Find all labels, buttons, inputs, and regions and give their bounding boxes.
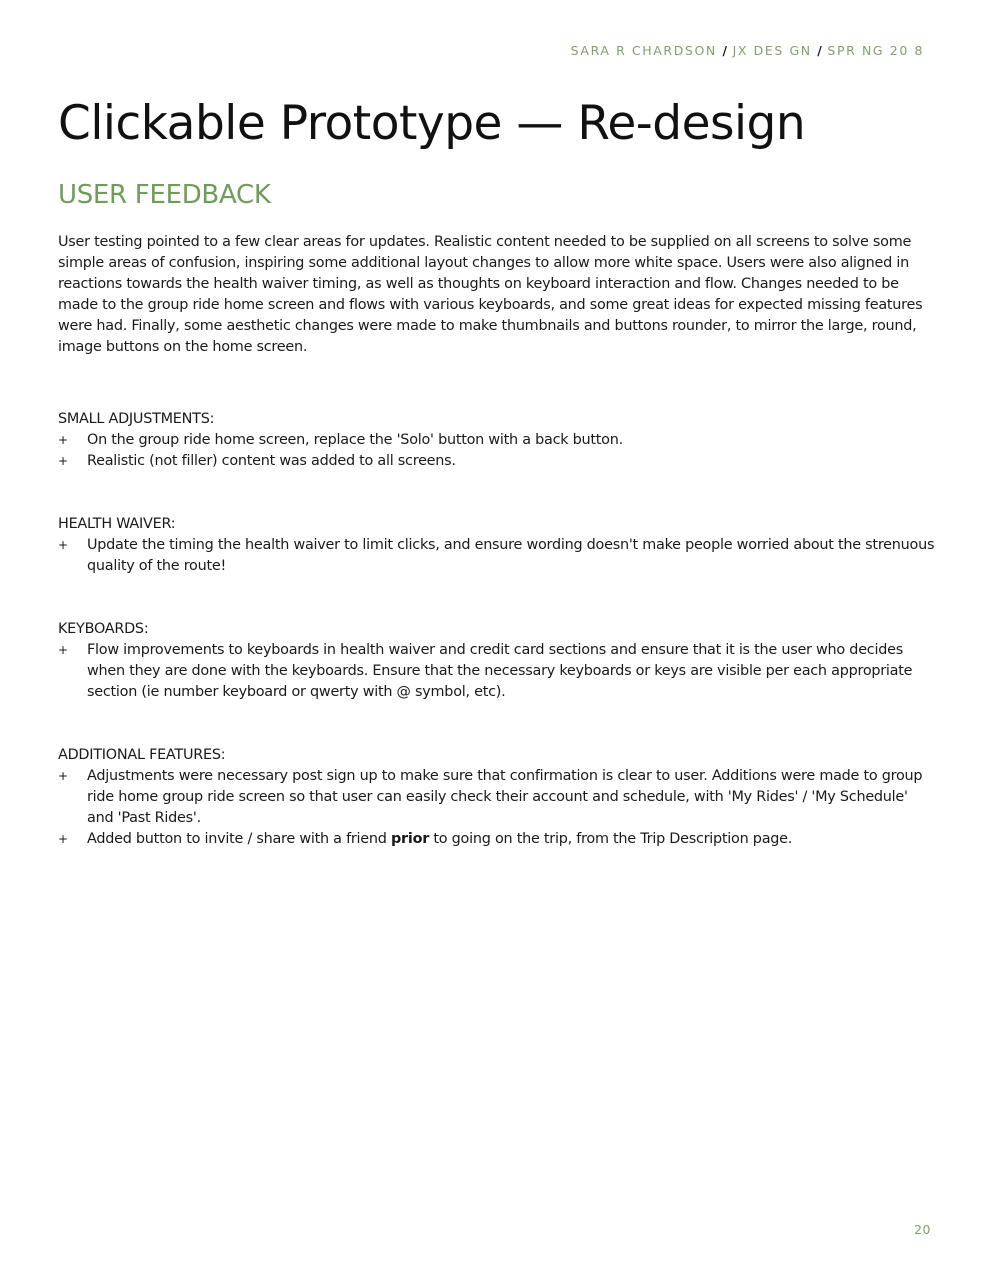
list-item-text: Adjustments were necessary post sign up to make sure that confirmation is clear to user. Additions were made to group ride home group ride screen so that user can easily check their account and schedule, with 'My Rides' / 'My Schedule' and 'Past Rides'. xyxy=(87,768,923,826)
header-course: JX DES GN xyxy=(732,43,812,58)
text-after-bold: to going on the trip, from the Trip Description page. xyxy=(429,831,793,847)
list-item xyxy=(58,766,938,829)
bullet-list xyxy=(58,430,938,472)
header-separator: / xyxy=(817,43,822,58)
plus-icon: + xyxy=(58,454,68,468)
list-item-text xyxy=(87,831,792,847)
list-item xyxy=(58,829,938,850)
header-separator: / xyxy=(722,43,728,58)
list-item-text: On the group ride home screen, replace the 'Solo' button with a back button. xyxy=(87,432,623,448)
section-title: USER FEEDBACK xyxy=(58,180,271,210)
intro-paragraph: User testing pointed to a few clear areas for updates. Realistic content needed to be supplied on all screens to solve some simple areas of confusion, inspiring some additional layout changes to allow more white space. Users were also aligned in reactions towards the health waiver timing, as well as thoughts on keyboard interaction and flow. Changes needed to be made to the group ride home screen and flows with various keyboards, and some great ideas for expected missing features were had. Finally, some aesthetic changes were made to make thumbnails and buttons rounder, to mirror the large, round, image buttons on the home screen. xyxy=(58,234,923,355)
group-heading: HEALTH WAIVER: xyxy=(58,516,176,532)
list-item-text: Flow improvements to keyboards in health waiver and credit card sections and ensure that it is the user who decides when they are done with the keyboards. Ensure that the necessary keyboards or keys are visible per each appropriate section (ie number keyboard or qwerty with @ symbol, etc). xyxy=(87,642,913,700)
list-item xyxy=(58,535,938,577)
plus-icon: + xyxy=(58,538,68,552)
list-item xyxy=(58,451,938,472)
list-item-text: Update the timing the health waiver to limit clicks, and ensure wording doesn't make people worried about the strenuous quality of the route! xyxy=(87,537,935,574)
plus-icon: + xyxy=(58,433,68,447)
bullet-list xyxy=(58,766,938,850)
text-before-bold: Added button to invite / share with a friend xyxy=(87,831,391,847)
plus-icon: + xyxy=(58,769,68,783)
plus-icon: + xyxy=(58,832,68,846)
list-item xyxy=(58,640,938,703)
page-title: Clickable Prototype — Re-design xyxy=(58,96,806,151)
group-heading: SMALL ADJUSTMENTS: xyxy=(58,411,215,427)
bullet-list xyxy=(58,535,938,577)
bullet-list xyxy=(58,640,938,703)
running-header xyxy=(571,43,924,58)
bold-emphasis: prior xyxy=(391,831,430,847)
page-content xyxy=(58,232,938,850)
plus-icon: + xyxy=(58,643,68,657)
group-heading: KEYBOARDS: xyxy=(58,621,149,637)
group-additional-features xyxy=(58,745,938,850)
header-author: SARA R CHARDSON xyxy=(570,43,717,58)
group-heading: ADDITIONAL FEATURES: xyxy=(58,747,226,763)
list-item-text: Realistic (not filler) content was added to all screens. xyxy=(87,453,456,469)
list-item xyxy=(58,430,938,451)
page-number: 20 xyxy=(914,1222,931,1237)
group-health-waiver xyxy=(58,514,938,577)
group-small-adjustments xyxy=(58,409,938,472)
group-keyboards xyxy=(58,619,938,703)
header-term: SPR NG 20 8 xyxy=(827,43,924,58)
